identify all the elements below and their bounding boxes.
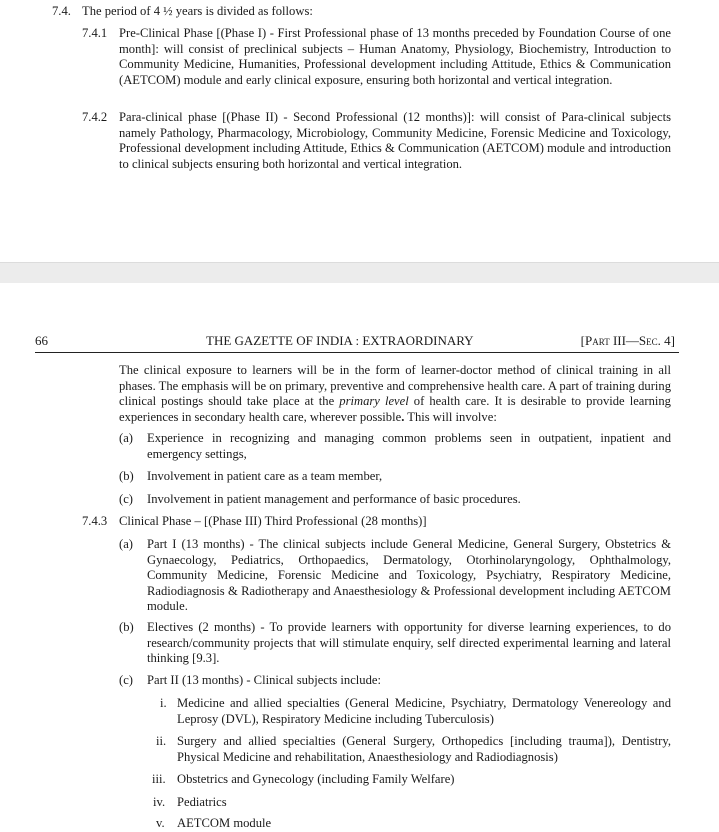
phase3-item-label: (c) xyxy=(119,673,133,687)
section-7-4-1-text: Pre-Clinical Phase [(Phase I) - First Professional phase of 13 months preceded by Foundation Course of one month]: will consist of preclinical subjects – Human Anatomy, Physiology, Biochemistry, Introduction to Community Medicine, Humanities, Professional development including Attitude, Ethics & Communication (AETCOM) module and early clinical exposure, ensuring both horizontal and vertical integration. xyxy=(119,26,671,87)
phase3-item-label: (a) xyxy=(119,537,133,551)
intro-text-continued: of health care. It is desirable to provide learning experiences in secondary health care, wherever possible xyxy=(119,394,671,424)
section-7-4-text: The period of 4 ½ years is divided as follows: xyxy=(82,4,313,18)
phase3-item-text: Part I (13 months) - The clinical subjects include General Medicine, General Surgery, Obstetrics & Gynaecology, Pediatrics, Orthopaedics, Dermatology, Otorhinolaryngology, Ophthalmology, Community Medicine, Forensic Medicine and Toxicology, Psychiatry, Respiratory Medicine, Radiodiagnosis & Radiotherapy and Anaesthesiology & Professional development including AETCOM module. xyxy=(147,537,671,613)
section-7-4-2-text: Para-clinical phase [(Phase II) - Second Professional (12 months)]: will consist of Para-clinical subjects namely Pathology, Pharmacology, Microbiology, Community Medicine, Forensic Medicine and Toxicology, Professional development including Attitude, Ethics & Communication (AETCOM) module and introduction to clinical subjects ensuring both horizontal and vertical integration. xyxy=(119,110,671,171)
involve-item-label: (a) xyxy=(119,431,133,445)
intro-emphasis: primary level xyxy=(339,394,409,408)
section-7-4-3-number: 7.4.3 xyxy=(82,514,108,528)
involve-item-label: (c) xyxy=(119,492,133,506)
subject-text: Pediatrics xyxy=(177,795,227,809)
clinical-exposure-paragraph xyxy=(119,363,671,425)
subject-text: Medicine and allied specialties (General Medicine, Psychiatry, Dermatology Venereology and Leprosy (DVL), Respiratory Medicine including Tuberculosis) xyxy=(177,696,671,726)
involve-item-text: Involvement in patient care as a team member, xyxy=(147,469,383,483)
part-section-label: [Part III—Sec. 4] xyxy=(580,333,675,348)
phase3-item-text: Electives (2 months) - To provide learners with opportunity for diverse learning experiences, to do research/community projects that will stimulate enquiry, self directed experimental learning and lateral thinking [9.3]. xyxy=(147,620,671,665)
subject-label: iv. xyxy=(153,795,166,809)
involve-item-text: Involvement in patient management and performance of basic procedures. xyxy=(147,492,521,506)
involve-item-text: Experience in recognizing and managing common problems seen in outpatient, inpatient and emergency settings, xyxy=(147,431,671,461)
intro-tail: This will involve: xyxy=(404,409,497,424)
subject-text: Surgery and allied specialties (General Surgery, Orthopedics [including trauma]), Dentistry, Physical Medicine and rehabilitation, Anaesthesiology and Radiodiagnosis) xyxy=(177,734,671,764)
intro-text: The clinical exposure to learners will be in the form of learner-doctor method of clinical training in all phases. The emphasis will be on primary, preventive and comprehensive health care. A part of training during clinical postings should take place at the xyxy=(119,363,671,408)
section-7-4-3-heading: Clinical Phase – [(Phase III) Third Professional (28 months)] xyxy=(119,514,427,528)
top-page xyxy=(0,0,719,262)
subject-text: Obstetrics and Gynecology (including Family Welfare) xyxy=(177,772,455,786)
page-break xyxy=(0,262,719,284)
section-7-4-1-number: 7.4.1 xyxy=(82,26,108,40)
gazette-title: THE GAZETTE OF INDIA : EXTRAORDINARY xyxy=(206,333,474,348)
subject-label: iii. xyxy=(152,772,166,786)
page-number: 66 xyxy=(35,333,48,348)
phase3-item-label: (b) xyxy=(119,620,134,634)
section-7-4-number: 7.4. xyxy=(52,4,71,18)
page-header xyxy=(35,332,679,353)
subject-label: ii. xyxy=(156,734,167,748)
phase3-item-text: Part II (13 months) - Clinical subjects include: xyxy=(147,673,381,687)
subject-label: i. xyxy=(160,696,167,710)
subject-text: AETCOM module xyxy=(177,816,272,830)
subject-label: v. xyxy=(156,816,165,830)
section-7-4-2-number: 7.4.2 xyxy=(82,110,108,124)
intro-bold-period: . xyxy=(401,409,405,424)
involve-item-label: (b) xyxy=(119,469,134,483)
bottom-page xyxy=(0,283,719,831)
